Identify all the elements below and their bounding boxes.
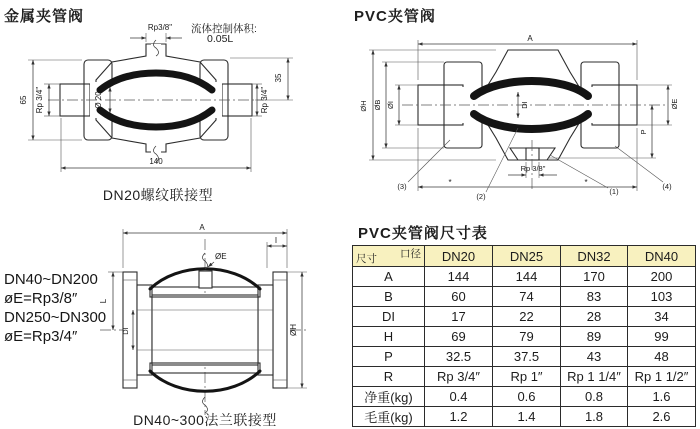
note-line-4: øE=Rp3/4″ — [4, 328, 78, 345]
flange-right — [273, 272, 287, 388]
dim-h: ØH — [289, 324, 298, 336]
table-row — [353, 267, 696, 287]
row-label: R — [353, 367, 425, 387]
size-table — [352, 245, 696, 427]
hub-left — [137, 285, 152, 375]
dim-e: ØE — [670, 98, 679, 110]
metal-valve-caption: DN20螺纹联接型 — [102, 187, 214, 203]
pvc-valve-title: PVC夹管阀 — [354, 8, 436, 25]
dim-bottom-thread: Rp 3/8" — [520, 164, 546, 173]
part-label-3: (3) — [397, 182, 407, 191]
column-header-dn20: DN20 — [425, 246, 493, 267]
table-row — [353, 347, 696, 367]
dim-top-thread: Rp3/8" — [147, 23, 173, 32]
dim-a: A — [527, 34, 533, 43]
cell: 2.6 — [628, 407, 696, 427]
cell: 0.4 — [425, 387, 493, 407]
table-row — [353, 407, 696, 427]
row-label: H — [353, 327, 425, 347]
cell: 1.2 — [425, 407, 493, 427]
fluid-volume-note-line2: 0.05L — [207, 33, 234, 45]
corner-label-size: 尺寸 — [356, 253, 377, 265]
note-line-2: øE=Rp3/8″ — [4, 290, 78, 307]
cell: 74 — [493, 287, 561, 307]
cell: 144 — [493, 267, 561, 287]
cell: Rp 3/4″ — [425, 367, 493, 387]
cell: 0.8 — [561, 387, 628, 407]
row-label: P — [353, 347, 425, 367]
dim-h: ØH — [359, 100, 368, 112]
dim-bore: Ø 20 — [94, 91, 103, 109]
cell: 34 — [628, 307, 696, 327]
dim-l: L — [99, 298, 108, 304]
row-label: 毛重(kg) — [353, 407, 425, 427]
cell: 0.6 — [493, 387, 561, 407]
cell: 32.5 — [425, 347, 493, 367]
cell: 79 — [493, 327, 561, 347]
table-header-row — [353, 246, 696, 267]
dim-di: DI — [520, 101, 529, 109]
cell: 48 — [628, 347, 696, 367]
flange-valve-body — [100, 239, 306, 415]
part-label-4: (4) — [662, 182, 672, 191]
cell: 170 — [561, 267, 628, 287]
flange-valve-drawing — [0, 215, 350, 429]
cell: 22 — [493, 307, 561, 327]
row-label: DI — [353, 307, 425, 327]
dim-b: ØB — [373, 99, 382, 111]
dim-a: A — [199, 223, 205, 232]
body-tube — [152, 295, 258, 365]
dim-star-right: * — [584, 178, 588, 187]
cell: Rp 1 1/4″ — [561, 367, 628, 387]
dim-height-65: 65 — [19, 95, 28, 105]
dim-star-left: * — [448, 178, 452, 187]
dim-di: DI — [121, 327, 130, 335]
cell: 1.6 — [628, 387, 696, 407]
table-row — [353, 287, 696, 307]
cell: 28 — [561, 307, 628, 327]
table-row — [353, 307, 696, 327]
row-label: 净重(kg) — [353, 387, 425, 407]
cell: 1.4 — [493, 407, 561, 427]
cell: 1.8 — [561, 407, 628, 427]
table-row — [353, 387, 696, 407]
cell: 144 — [425, 267, 493, 287]
cell: 37.5 — [493, 347, 561, 367]
metal-valve-drawing — [0, 0, 350, 215]
table-row — [353, 367, 696, 387]
row-label: A — [353, 267, 425, 287]
cell: 200 — [628, 267, 696, 287]
hub-right — [258, 285, 273, 375]
bottom-port-bore — [526, 148, 539, 160]
dim-i: ØI — [386, 101, 395, 109]
dim-length-140: 140 — [149, 157, 163, 166]
metal-valve-title: 金属夹管阀 — [4, 8, 85, 25]
cell: Rp 1″ — [493, 367, 561, 387]
cell: 69 — [425, 327, 493, 347]
part-label-2: (2) — [476, 192, 486, 201]
column-header-dn40: DN40 — [628, 246, 696, 267]
cell: Rp 1 1/2″ — [628, 367, 696, 387]
cell: 17 — [425, 307, 493, 327]
column-header-dn25: DN25 — [493, 246, 561, 267]
pvc-valve-drawing — [350, 0, 700, 215]
cell: 60 — [425, 287, 493, 307]
top-port — [199, 271, 212, 288]
size-table-title: PVC夹管阀尺寸表 — [358, 225, 488, 242]
flange-valve-caption: DN40~300法兰联接型 — [133, 412, 277, 428]
note-line-1: DN40~DN200 — [4, 271, 98, 288]
bottom-port-bore — [151, 143, 161, 153]
top-port-bore — [151, 44, 161, 57]
dim-half-height-35: 35 — [274, 73, 283, 83]
dim-i: I — [274, 236, 278, 245]
cell: 43 — [561, 347, 628, 367]
cell: 99 — [628, 327, 696, 347]
size-table-container — [352, 245, 696, 427]
cell: 103 — [628, 287, 696, 307]
row-label: B — [353, 287, 425, 307]
note-line-3: DN250~DN300 — [4, 309, 107, 326]
cell: 89 — [561, 327, 628, 347]
cell: 83 — [561, 287, 628, 307]
dim-e: ØE — [215, 252, 227, 261]
dim-thread-left: Rp 3/4" — [35, 86, 44, 114]
column-header-dn32: DN32 — [561, 246, 628, 267]
corner-label-diameter: 口径 — [400, 248, 421, 260]
dim-p: P — [639, 129, 648, 135]
dim-thread-right: Rp 3/4" — [260, 86, 269, 114]
part-label-1: (1) — [609, 187, 619, 196]
fluid-volume-note-line1: 流体控制体积: — [191, 23, 257, 35]
table-row — [353, 327, 696, 347]
table-corner-cell — [353, 246, 425, 267]
